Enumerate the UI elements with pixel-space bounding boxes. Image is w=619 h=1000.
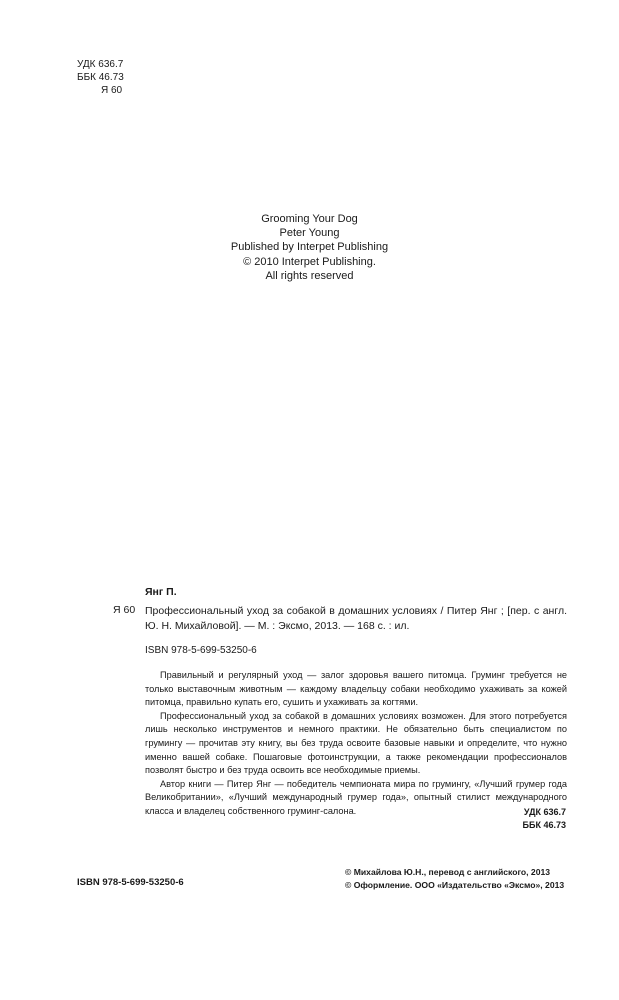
original-title: Grooming Your Dog bbox=[261, 213, 358, 225]
footer-copyright-block bbox=[345, 866, 564, 892]
bottom-classification-block bbox=[523, 806, 566, 831]
catalog-isbn: ISBN 978-5-699-53250-6 bbox=[145, 645, 257, 656]
annotation-paragraph: Профессиональный уход за собакой в домашних условиях возможен. Для этого потребуется лишь несколько инструментов и немного практики. Не обязательно быть специалистом по грумингу — прочитав эту книгу, вы без труда освоите базовые навыки и определите, что нужно именно вашей собаке. Пошаговые фотоинструкции, а также рекомендации профессионалов позволят быстро и без труда освоить все необходимые приемы. bbox=[145, 710, 567, 776]
catalog-author-heading: Янг П. bbox=[145, 586, 177, 598]
footer-isbn: ISBN 978-5-699-53250-6 bbox=[77, 877, 184, 888]
catalog-description: Профессиональный уход за собакой в домашних условиях / Питер Янг ; [пер. с англ. Ю. Н. Михайловой]. — М. : Эксмо, 2013. — 168 с. : ил. bbox=[145, 605, 567, 632]
author-mark: Я 60 bbox=[101, 85, 123, 96]
udk-code-bottom: УДК 636.7 bbox=[523, 807, 566, 817]
bbk-code-bottom: ББК 46.73 bbox=[522, 819, 566, 830]
catalog-author-mark: Я 60 bbox=[113, 604, 136, 616]
copyright-translation: © Михайлова Ю.Н., перевод с английского, 2013 bbox=[345, 867, 551, 877]
original-copyright: © 2010 Interpet Publishing. bbox=[243, 255, 376, 268]
original-edition-block bbox=[0, 212, 619, 283]
original-author: Peter Young bbox=[279, 227, 340, 240]
udk-code: УДК 636.7 bbox=[77, 59, 124, 70]
annotation-paragraph: Автор книги — Питер Янг — победитель чемпионата мира по грумингу, «Лучший грумер года Великобритании», «Лучший международный грумер года», опытный стилист международного класса и владелец собственного груминг-салона. bbox=[145, 778, 567, 816]
original-rights: All rights reserved bbox=[265, 269, 354, 282]
original-publisher: Published by Interpet Publishing bbox=[230, 241, 389, 254]
copyright-design: © Оформление. ООО «Издательство «Эксмо», 2013 bbox=[345, 879, 565, 890]
bbk-code: ББК 46.73 bbox=[77, 72, 124, 83]
annotation-paragraph: Правильный и регулярный уход — залог здоровья вашего питомца. Груминг требуется не только выставочным животным — каждому владельцу собаки необходимо ухаживать за кожей питомца, правильно купать его, сушить и ухаживать за когтями. bbox=[145, 670, 567, 708]
top-classification-block bbox=[77, 58, 124, 97]
annotation bbox=[145, 669, 567, 819]
